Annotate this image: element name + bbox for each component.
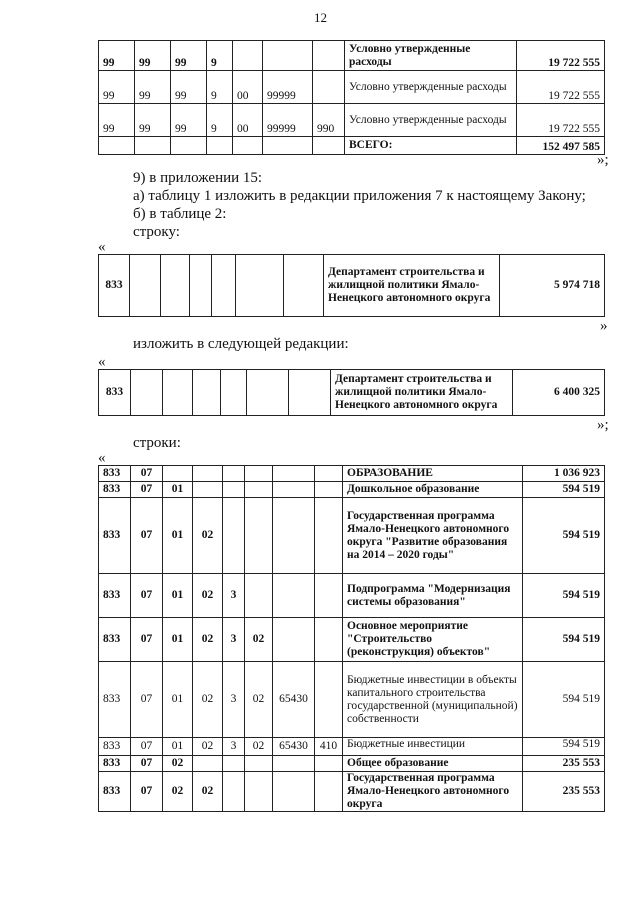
code-cell — [273, 756, 315, 772]
old-row-code: 833 — [99, 255, 130, 317]
code-cell — [273, 466, 315, 482]
code-cell — [223, 756, 245, 772]
code-cell — [233, 41, 263, 71]
code-cell: 833 — [99, 498, 131, 574]
code-cell: 02 — [193, 498, 223, 574]
new-row-name: Департамент строительства и жилищной политики Ямало-Ненецкого автономного округа — [331, 370, 513, 416]
code-cell — [245, 466, 273, 482]
row-name: Государственная программа Ямало-Ненецкого автономного округа "Развитие образования на 2014 – 2020 годы" — [343, 498, 523, 574]
code-cell — [193, 482, 223, 498]
row-amount: 19 722 555 — [517, 41, 605, 71]
paragraph-b: б) в таблице 2: — [133, 206, 227, 222]
row-name: Бюджетные инвестиции в объекты капитального строительства государственной (муниципальной) собственности — [343, 662, 523, 738]
code-cell — [315, 772, 343, 812]
code-cell — [313, 71, 345, 104]
page-number: 12 — [314, 10, 327, 25]
paragraph-item-9: 9) в приложении 15: — [133, 170, 263, 186]
row-amount: 594 519 — [523, 662, 605, 738]
code-cell: 9 — [207, 104, 233, 137]
code-cell: 3 — [223, 738, 245, 756]
code-cell: 07 — [131, 738, 163, 756]
code-cell — [273, 772, 315, 812]
code-cell: 07 — [131, 482, 163, 498]
code-cell — [223, 772, 245, 812]
code-cell — [315, 756, 343, 772]
code-cell — [313, 41, 345, 71]
code-cell: 00 — [233, 104, 263, 137]
new-row-amount: 6 400 325 — [513, 370, 605, 416]
row-name: Общее образование — [343, 756, 523, 772]
code-cell — [315, 574, 343, 618]
code-cell: 99 — [99, 104, 135, 137]
paragraph-new-edition: изложить в следующей редакции: — [133, 336, 349, 352]
code-cell: 07 — [131, 662, 163, 738]
code-cell — [223, 482, 245, 498]
old-row-name: Департамент строительства и жилищной политики Ямало-Ненецкого автономного округа — [324, 255, 500, 317]
bottom-table-row — [99, 738, 605, 756]
code-cell: 99 — [99, 41, 135, 71]
top-table-row — [99, 104, 605, 137]
row-name: Условно утвержденные расходы — [345, 71, 517, 104]
code-cell: 07 — [131, 574, 163, 618]
bottom-table-row — [99, 482, 605, 498]
code-cell: 3 — [223, 574, 245, 618]
row-amount: 19 722 555 — [517, 71, 605, 104]
bottom-table-row — [99, 498, 605, 574]
code-cell — [273, 618, 315, 662]
paragraph-row: строку: — [133, 224, 180, 240]
code-cell — [315, 466, 343, 482]
code-cell: 01 — [163, 482, 193, 498]
row-amount: 594 519 — [523, 738, 605, 756]
code-cell: 410 — [315, 738, 343, 756]
code-cell — [233, 137, 263, 155]
close-quote-top: »; — [597, 152, 609, 168]
row-name: Основное мероприятие "Строительство (реконструкция) объектов" — [343, 618, 523, 662]
row-name: ОБРАЗОВАНИЕ — [343, 466, 523, 482]
old-row-table — [98, 254, 605, 317]
code-cell: 99 — [99, 71, 135, 104]
code-cell — [223, 498, 245, 574]
code-cell: 07 — [131, 756, 163, 772]
code-cell: 07 — [131, 618, 163, 662]
code-cell — [273, 498, 315, 574]
top-table — [98, 40, 605, 155]
row-name: Дошкольное образование — [343, 482, 523, 498]
row-amount: 594 519 — [523, 482, 605, 498]
old-row-amount: 5 974 718 — [500, 255, 605, 317]
code-cell: 833 — [99, 738, 131, 756]
code-cell: 833 — [99, 772, 131, 812]
row-name: Условно утвержденные расходы — [345, 41, 517, 71]
code-cell: 02 — [245, 662, 273, 738]
code-cell — [245, 482, 273, 498]
code-cell — [223, 466, 245, 482]
bottom-table-row — [99, 662, 605, 738]
new-row-table — [98, 369, 605, 416]
code-cell: 833 — [99, 618, 131, 662]
code-cell: 9 — [207, 71, 233, 104]
code-cell — [273, 574, 315, 618]
row-amount: 235 553 — [523, 772, 605, 812]
code-cell: 99 — [135, 71, 171, 104]
code-cell: 99 — [171, 104, 207, 137]
row-amount: 235 553 — [523, 756, 605, 772]
code-cell — [171, 137, 207, 155]
code-cell: 99999 — [263, 71, 313, 104]
code-cell: 02 — [193, 738, 223, 756]
code-cell: 00 — [233, 71, 263, 104]
bottom-table-row — [99, 756, 605, 772]
code-cell: 01 — [163, 738, 193, 756]
row-amount: 594 519 — [523, 618, 605, 662]
code-cell: 3 — [223, 618, 245, 662]
paragraph-rows: строки: — [133, 435, 181, 451]
new-row-code: 833 — [99, 370, 131, 416]
close-quote-2: »; — [597, 417, 609, 433]
code-cell: 02 — [193, 574, 223, 618]
code-cell: 99 — [135, 41, 171, 71]
code-cell: 9 — [207, 41, 233, 71]
code-cell — [245, 772, 273, 812]
code-cell — [193, 756, 223, 772]
code-cell: 02 — [193, 618, 223, 662]
row-amount: 19 722 555 — [517, 104, 605, 137]
code-cell — [99, 137, 135, 155]
row-amount: 152 497 585 — [517, 137, 605, 155]
bottom-table-row — [99, 618, 605, 662]
row-name: Государственная программа Ямало-Ненецкого автономного округа — [343, 772, 523, 812]
open-quote-2: « — [98, 354, 106, 370]
code-cell: 07 — [131, 466, 163, 482]
paragraph-a: а) таблицу 1 изложить в редакции приложения 7 к настоящему Закону; — [133, 188, 586, 204]
code-cell: 01 — [163, 618, 193, 662]
code-cell: 990 — [313, 104, 345, 137]
code-cell: 833 — [99, 756, 131, 772]
code-cell — [315, 618, 343, 662]
code-cell: 07 — [131, 772, 163, 812]
code-cell: 99 — [135, 104, 171, 137]
close-quote-1: » — [600, 318, 608, 334]
code-cell: 07 — [131, 498, 163, 574]
bottom-table — [98, 465, 605, 812]
code-cell — [315, 482, 343, 498]
code-cell — [193, 466, 223, 482]
code-cell: 02 — [163, 772, 193, 812]
bottom-table-row — [99, 772, 605, 812]
code-cell: 02 — [193, 662, 223, 738]
row-name: Подпрограмма "Модернизация системы образования" — [343, 574, 523, 618]
row-amount: 594 519 — [523, 498, 605, 574]
code-cell — [315, 662, 343, 738]
code-cell: 65430 — [273, 662, 315, 738]
code-cell — [245, 756, 273, 772]
code-cell — [245, 498, 273, 574]
code-cell: 99999 — [263, 104, 313, 137]
code-cell: 02 — [163, 756, 193, 772]
code-cell — [263, 41, 313, 71]
code-cell — [315, 498, 343, 574]
top-table-row — [99, 137, 605, 155]
open-quote-1: « — [98, 239, 106, 255]
code-cell: 65430 — [273, 738, 315, 756]
code-cell: 833 — [99, 574, 131, 618]
bottom-table-row — [99, 574, 605, 618]
top-table-row — [99, 71, 605, 104]
code-cell: 01 — [163, 498, 193, 574]
code-cell: 01 — [163, 574, 193, 618]
code-cell — [263, 137, 313, 155]
code-cell — [207, 137, 233, 155]
code-cell — [135, 137, 171, 155]
row-name: ВСЕГО: — [345, 137, 517, 155]
code-cell — [273, 482, 315, 498]
code-cell: 02 — [193, 772, 223, 812]
code-cell: 01 — [163, 662, 193, 738]
bottom-table-row — [99, 466, 605, 482]
code-cell — [163, 466, 193, 482]
open-quote-3: « — [98, 450, 106, 466]
code-cell: 99 — [171, 71, 207, 104]
code-cell: 3 — [223, 662, 245, 738]
row-name: Бюджетные инвестиции — [343, 738, 523, 756]
top-table-row — [99, 41, 605, 71]
code-cell: 833 — [99, 482, 131, 498]
code-cell: 02 — [245, 738, 273, 756]
code-cell: 833 — [99, 662, 131, 738]
code-cell — [313, 137, 345, 155]
code-cell — [245, 574, 273, 618]
code-cell: 99 — [171, 41, 207, 71]
code-cell: 02 — [245, 618, 273, 662]
row-amount: 594 519 — [523, 574, 605, 618]
row-name: Условно утвержденные расходы — [345, 104, 517, 137]
code-cell: 833 — [99, 466, 131, 482]
row-amount: 1 036 923 — [523, 466, 605, 482]
